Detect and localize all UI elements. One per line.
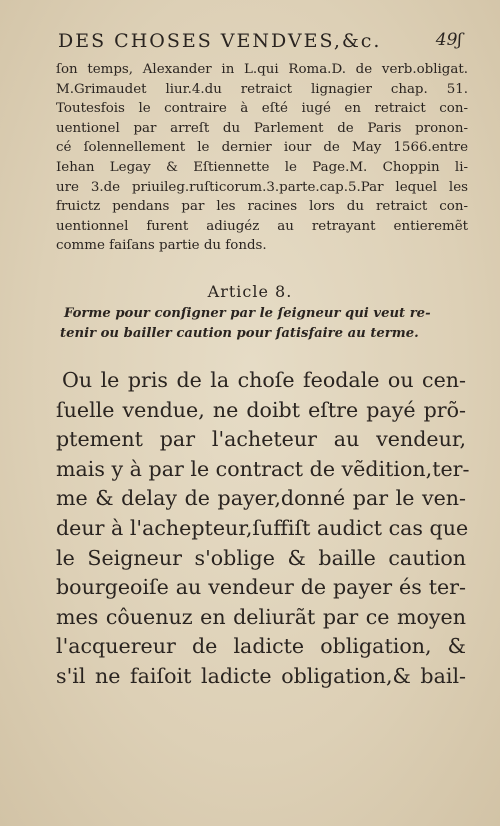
text-line: comme faiſans partie du fonds. [56,238,267,254]
text-line: fruictz pendans par les racines lors du retraict con- [56,199,468,215]
page-number: 49ʃ [435,30,462,50]
text-line: M.Grimaudet liur.4.du retraict lignagier chap. 51. [56,81,468,97]
body-line: me & delay de payer,donné par le ven- [56,486,466,511]
article-title-line: Forme pour conſigner par le ſeigneur qui veut re- [64,306,431,321]
body-line: mes côuenuz en deliurãt par ce moyen [56,604,466,629]
body-line: s'il ne faiſoit ladicte obligation,& bail- [56,663,466,688]
text-line: uentionel par arreſt du Parlement de Paris pronon- [56,120,468,136]
body-line: deur à l'achepteur,ſuffiſt audict cas que [56,515,469,540]
article-heading: Article 8. [207,282,293,301]
body-text-block [56,366,470,692]
text-line: ſon temps, Alexander in L.qui Roma.D. de verb.obligat. [56,62,468,77]
page-header [58,30,462,58]
text-line: uentionnel furent adiugéz au retrayant entieremẽt [56,218,468,234]
body-line: bourgeoiſe au vendeur de payer és ter- [56,575,466,600]
body-line: ſuelle vendue, ne doibt eſtre payé prõ- [56,397,466,422]
body-line: le Seigneur s'oblige & baille caution [56,545,466,570]
running-head: DES CHOSES VENDVES,&c. [58,30,382,52]
body-line: Ou le pris de la choſe feodale ou cen- [62,368,466,392]
article-title [60,304,460,344]
text-line: Toutesfois le contraire à eſté iugé en retraict con- [56,101,468,117]
body-line: l'acquereur de ladicte obligation, & [56,634,466,659]
text-line: Iehan Legay & Eſtiennette le Page.M. Choppin li- [56,159,468,175]
body-line: ptement par l'acheteur au vendeur, [56,427,466,452]
body-line: mais y à par le contract de vẽdition,ter- [56,456,470,481]
small-text-block [56,60,468,256]
article-title-line: tenir ou bailler caution pour ſatisfaire au terme. [60,326,419,341]
text-line: ure 3.de priuileg.ruſticorum.3.parte.cap.5.Par lequel les [56,179,468,195]
text-line: cé ſolennellement le dernier iour de May 1566.entre [56,140,468,156]
